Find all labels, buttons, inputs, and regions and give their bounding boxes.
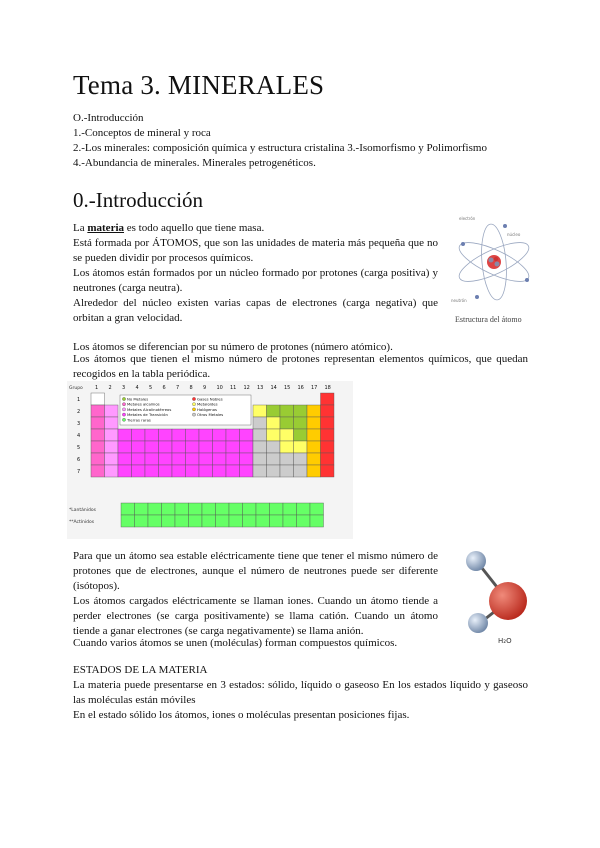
water-molecule [458,543,540,653]
element-cell [91,417,105,429]
intro-para-2: Los átomos están formados por un núcleo formado por protones (carga positiva) y neutrones (carga neutra). [73,267,438,294]
states-para-2: En el estado sólido los átomos, iones o moléculas presentan posiciones fijas. [73,709,410,721]
element-cell [172,441,186,453]
actinide-cell [283,515,297,527]
element-cell [145,441,159,453]
legend-swatch [192,408,195,411]
element-cell [253,417,267,429]
oxygen-atom-icon [489,582,527,620]
lanthanide-cell [256,503,270,515]
materia-term: materia [87,222,125,234]
legend-swatch [122,403,125,406]
group-number: 10 [216,385,223,391]
element-cell [321,441,335,453]
element-cell [118,441,132,453]
element-cell [240,465,254,477]
element-cell [267,429,281,441]
actinides-label: **Actínidos [69,520,95,525]
element-cell [267,405,281,417]
element-cell [213,441,227,453]
actinide-cell [148,515,162,527]
element-cell [91,393,105,405]
intro-para-5: Los átomos que tienen el mismo número de protones representan elementos químicos, que quedan recogidos en la tabla periódica. [73,353,528,380]
group-number: 4 [135,385,139,391]
element-cell [321,453,335,465]
period-number: 2 [77,409,81,415]
element-cell [253,453,267,465]
element-cell [91,405,105,417]
element-cell [280,417,294,429]
element-cell [226,429,240,441]
element-cell [105,453,119,465]
group-number: 12 [243,385,250,391]
lanthanide-cell [121,503,135,515]
actinide-cell [175,515,189,527]
element-cell [186,441,200,453]
legend-swatch [122,413,125,416]
element-cell [307,405,321,417]
period-number: 5 [77,445,81,451]
actinide-cell [297,515,311,527]
element-cell [159,429,173,441]
lanthanide-cell [175,503,189,515]
hydrogen-atom-icon [466,551,486,571]
lanthanide-cell [135,503,149,515]
element-cell [294,417,308,429]
element-cell [267,417,281,429]
actinide-cell [202,515,216,527]
group-number: 13 [257,385,264,391]
element-cell [91,453,105,465]
actinide-cell [121,515,135,527]
element-cell [145,453,159,465]
group-number: 16 [297,385,304,391]
actinide-cell [310,515,324,527]
element-cell [280,441,294,453]
element-cell [132,429,146,441]
lanthanide-cell [229,503,243,515]
legend-label: Metales alcalinos [127,401,160,407]
element-cell [307,429,321,441]
element-cell [186,453,200,465]
period-number: 1 [77,397,81,403]
element-cell [294,465,308,477]
lanthanide-cell [216,503,230,515]
element-cell [253,429,267,441]
group-number: 2 [108,385,112,391]
group-number: 11 [230,385,237,391]
actinide-cell [216,515,230,527]
intro-para-3: Alrededor del núcleo existen varias capas de electrones (carga negativa) que orbitan a gran velocidad. [73,297,438,324]
element-cell [280,453,294,465]
actinide-cell [270,515,284,527]
element-cell [91,429,105,441]
element-cell [280,405,294,417]
group-number: 17 [311,385,318,391]
element-cell [294,441,308,453]
text-fragment: La [73,222,88,234]
actinide-cell [162,515,176,527]
lanthanide-cell [189,503,203,515]
atom-label: electrón [459,216,476,221]
legend-label: No Metales [127,396,149,402]
element-cell [118,465,132,477]
lanthanide-cell [162,503,176,515]
intro-para-4: Los átomos se diferencian por su número de protones (número atómico). [73,341,393,353]
element-cell [321,405,335,417]
legend-swatch [122,408,125,411]
toc-item: 4.-Abundancia de minerales. Minerales petrogenéticos. [73,157,316,169]
actinide-cell [229,515,243,527]
element-cell [172,453,186,465]
toc-item: O.-Introducción [73,112,144,124]
element-cell [105,465,119,477]
element-cell [172,465,186,477]
group-number: 15 [284,385,291,391]
group-number: 14 [270,385,277,391]
element-cell [105,429,119,441]
element-cell [280,465,294,477]
hydrogen-atom-icon [468,613,488,633]
legend-label: Gases Nobles [197,396,223,402]
legend-swatch [192,397,195,400]
lanthanide-cell [310,503,324,515]
element-cell [253,441,267,453]
nucleus-icon [487,255,501,269]
group-number: 18 [324,385,331,391]
legend-label: Metaloides [197,401,218,407]
group-number: 9 [203,385,207,391]
actinide-cell [243,515,257,527]
element-cell [105,441,119,453]
electron-icon [461,242,465,246]
period-number: 7 [77,469,81,475]
element-cell [105,405,119,417]
page-title: Tema 3. MINERALES [73,70,325,100]
element-cell [186,465,200,477]
molecule-label: H₂O [498,637,512,645]
element-cell [91,441,105,453]
element-cell [199,429,213,441]
atom-label: neutrón [451,298,467,303]
section-heading: 0.-Introducción [73,188,204,212]
element-cell [321,417,335,429]
element-cell [213,429,227,441]
lanthanide-cell [148,503,162,515]
periodic-table [67,381,353,539]
element-cell [226,441,240,453]
element-cell [186,429,200,441]
water-molecule-figure [458,543,540,653]
element-cell [294,453,308,465]
group-number: 3 [122,385,126,391]
actinide-cell [256,515,270,527]
periodic-table-figure [67,381,353,539]
atom-label: núcleo [507,232,521,237]
lanthanide-cell [270,503,284,515]
element-cell [159,441,173,453]
text-fragment: es todo aquello que tiene masa. [124,222,265,234]
element-cell [240,453,254,465]
element-cell [132,465,146,477]
element-cell [267,465,281,477]
group-number: 5 [149,385,153,391]
element-cell [132,453,146,465]
lanthanide-cell [297,503,311,515]
element-cell [294,405,308,417]
element-cell [199,453,213,465]
legend-swatch [122,397,125,400]
element-cell [307,441,321,453]
element-cell [307,465,321,477]
element-cell [280,429,294,441]
toc-item: 1.-Conceptos de mineral y roca [73,127,211,139]
lanthanide-cell [202,503,216,515]
atom-caption: Estructura del átomo [455,315,522,324]
element-cell [267,453,281,465]
intro-line-1 [73,221,438,236]
lanthanide-cell [283,503,297,515]
period-number: 3 [77,421,81,427]
group-number: 7 [176,385,180,391]
legend-label: Metales Alcalinotérreos [127,406,172,412]
element-cell [199,441,213,453]
ions-para-2: Los átomos cargados eléctricamente se llaman iones. Cuando un átomo tiende a perder electrones (se carga positivamente) se llama catión. Cuando un átomo tiende a ganar electrones (se carga negativamente) se llama anión. [73,595,438,637]
group-label: Grupo [69,386,83,391]
element-cell [294,429,308,441]
element-cell [213,465,227,477]
electron-icon [503,224,507,228]
legend-label: Metales de Transición [127,412,168,418]
lanthanide-cell [243,503,257,515]
element-cell [105,417,119,429]
element-cell [307,453,321,465]
element-cell [253,465,267,477]
period-number: 6 [77,457,81,463]
element-cell [307,417,321,429]
element-cell [172,429,186,441]
element-cell [240,441,254,453]
atom-diagram [447,212,541,332]
element-cell [253,405,267,417]
element-cell [132,441,146,453]
group-number: 8 [189,385,193,391]
group-number: 1 [95,385,99,391]
ions-para-1: Para que un átomo sea estable eléctricamente tiene que tener el mismo número de protones que de electrones, aunque el número de neutrones puede ser diferente (isótopos). [73,550,438,592]
toc-item: 2.-Los minerales: composición química y estructura cristalina 3.-Isomorfismo y Polimorfismo [73,142,487,154]
legend-swatch [192,403,195,406]
legend-label: Tierras raras [127,417,151,423]
legend-label: Halógenos [197,406,218,412]
legend-swatch [122,418,125,421]
actinide-cell [189,515,203,527]
element-cell [240,429,254,441]
electron-icon [475,295,479,299]
element-cell [118,453,132,465]
element-cell [91,465,105,477]
legend-label: Otros Metales [197,412,224,418]
lanthanides-label: *Lantánidos [69,508,96,513]
element-cell [321,393,335,405]
period-number: 4 [77,433,81,439]
atom-figure [447,212,541,332]
ions-para-3: Cuando varios átomos se unen (moléculas) forman compuestos químicos. [73,637,398,649]
element-cell [118,429,132,441]
group-number: 6 [162,385,166,391]
element-cell [159,453,173,465]
intro-para-1: Está formada por ÁTOMOS, que son las unidades de materia más pequeña que no se pueden dividir por procesos químicos. [73,237,438,264]
states-para-1: La materia puede presentarse en 3 estados: sólido, líquido o gaseoso En los estados líquido y gaseoso las moléculas están móviles [73,679,528,706]
actinide-cell [135,515,149,527]
element-cell [199,465,213,477]
element-cell [226,465,240,477]
element-cell [145,429,159,441]
element-cell [321,429,335,441]
electron-icon [525,278,529,282]
element-cell [267,441,281,453]
element-cell [226,453,240,465]
element-cell [321,465,335,477]
states-heading: ESTADOS DE LA MATERIA [73,664,208,676]
element-cell [145,465,159,477]
element-cell [159,465,173,477]
element-cell [213,453,227,465]
legend-swatch [192,413,195,416]
